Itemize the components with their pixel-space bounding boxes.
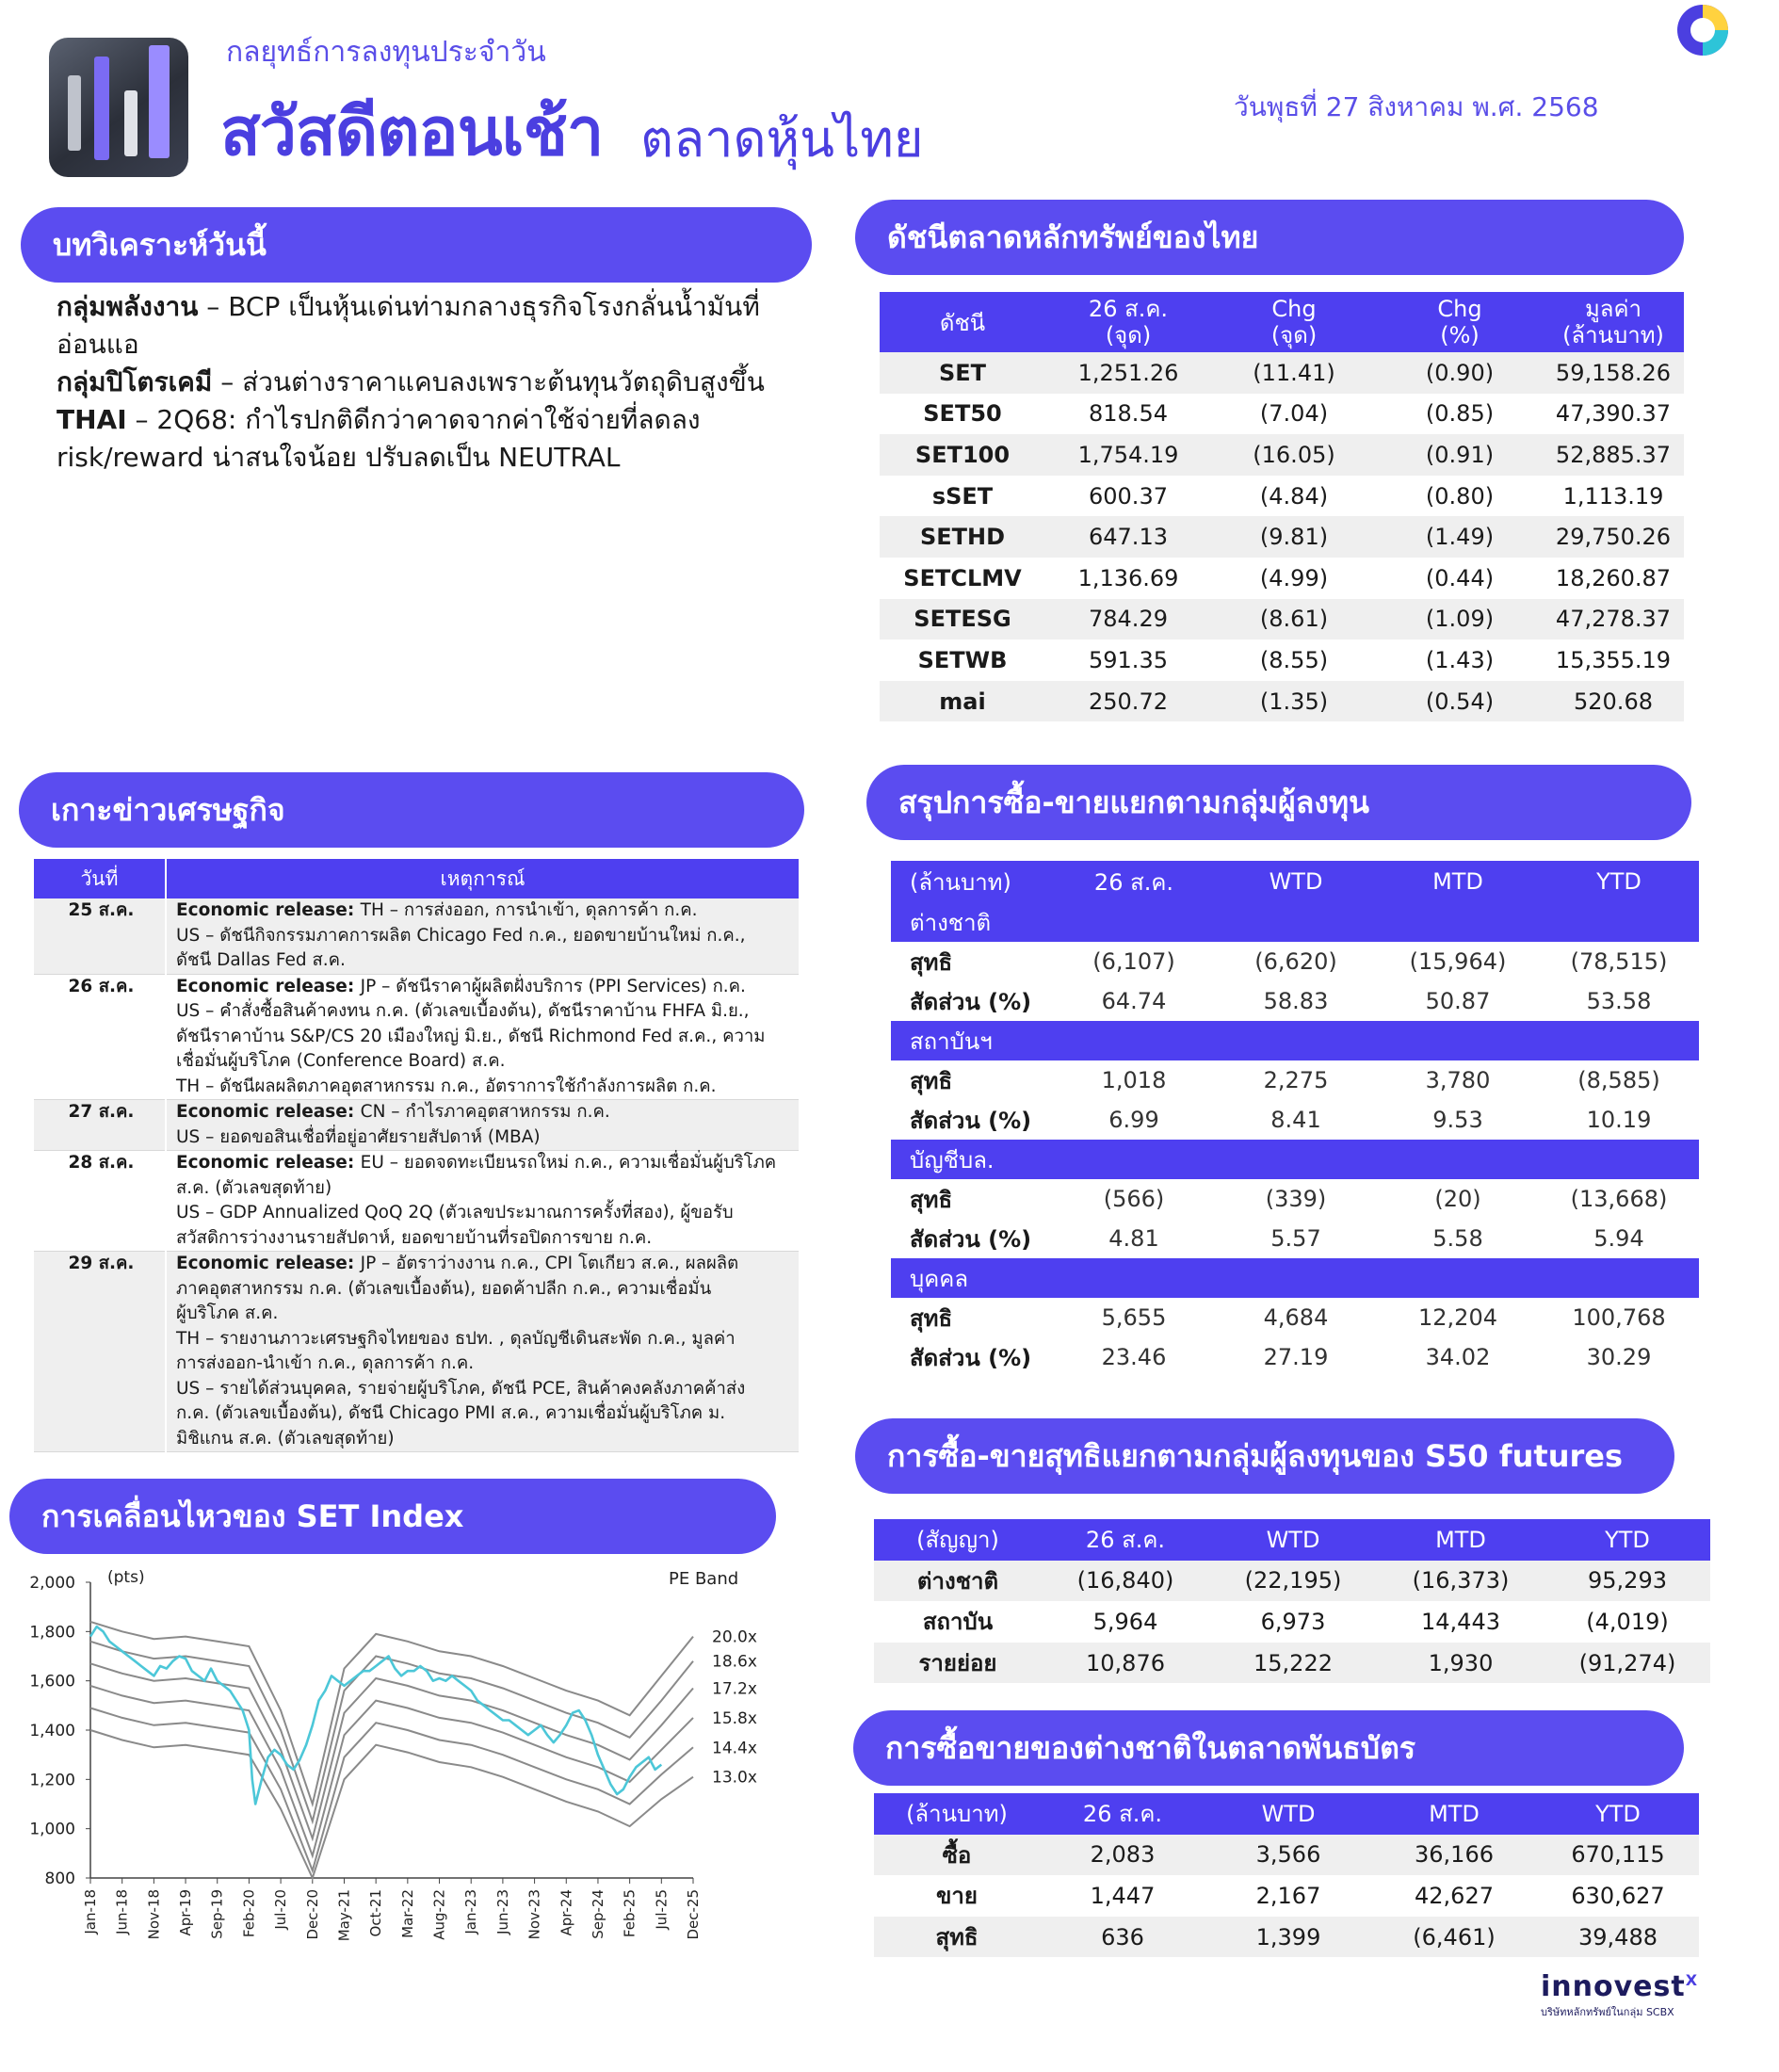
index-col-header: ดัชนี: [880, 292, 1045, 352]
y-unit-label: (pts): [107, 1568, 145, 1587]
econ-event-text: ส.ค. (ตัวเลขสุดท้าย): [176, 1177, 332, 1198]
index-value: (9.81): [1211, 516, 1377, 558]
futures-value: (22,195): [1209, 1561, 1377, 1602]
econ-event-text: EU – ยอดจดทะเบียนรถใหม่ ก.ค., ความเชื่อมั่นผู้บริโภค: [360, 1153, 777, 1173]
bond-value: 1,447: [1090, 1882, 1156, 1909]
econ-event-text: TH – การส่งออก, การนำเข้า, ดุลการค้า ก.ค.: [360, 900, 698, 920]
futures-value: (4,019): [1586, 1608, 1669, 1635]
header-date: วันพุธที่ 27 สิงหาคม พ.ศ. 2568: [1234, 91, 1599, 122]
econ-event-line: [176, 898, 793, 924]
econ-event-text: US – ยอดขอสินเชื่อที่อยู่อาศัยรายสัปดาห์ (MBA): [176, 1126, 541, 1147]
econ-col-event: เหตุการณ์: [166, 859, 799, 898]
x-tick-label: Jul-20: [272, 1889, 290, 1930]
pe-band-line: [90, 1663, 693, 1838]
y-tick-label: 1,000: [29, 1820, 75, 1839]
econ-event-text: JP – อัตราว่างงาน ก.ค., CPI โตเกียว ส.ค., ผลผลิต: [360, 1254, 739, 1273]
y-tick-label: 1,600: [29, 1672, 75, 1692]
investor-net-row: [891, 1060, 1699, 1100]
investor-share-value: 8.41: [1270, 1107, 1321, 1133]
index-name: SETHD: [880, 516, 1045, 558]
index-value: (8.61): [1211, 599, 1377, 640]
index-value: (1.35): [1211, 681, 1377, 722]
y-tick-label: 1,800: [29, 1623, 75, 1643]
investor-net-value: (13,668): [1570, 1186, 1668, 1212]
econ-event-text: US – คำสั่งซื้อสินค้าคงทน ก.ค. (ตัวเลขเบื้องต้น), ดัชนีราคาบ้าน FHFA มิ.ย.,: [176, 1001, 750, 1021]
index-value: 1,754.19: [1045, 434, 1211, 476]
index-name: SET100: [880, 434, 1045, 476]
index-row: [880, 558, 1684, 599]
investor-share-value: 34.02: [1425, 1344, 1491, 1370]
bond-value: 1,399: [1205, 1917, 1371, 1958]
investor-share-value: 30.29: [1586, 1344, 1652, 1370]
investor-share-row: [891, 981, 1699, 1021]
pe-band-line: [90, 1708, 693, 1871]
y-tick-label: 800: [44, 1870, 75, 1888]
index-heading: ดัชนีตลาดหลักทรัพย์ของไทย: [855, 200, 1684, 275]
set-index-chart: [0, 1563, 829, 1959]
futures-value: (16,840): [1042, 1561, 1209, 1602]
econ-event-line: [176, 1252, 793, 1277]
econ-release-label: Economic release:: [176, 1102, 361, 1122]
investor-net-value: 5,655: [1101, 1304, 1167, 1331]
futures-row: [874, 1561, 1710, 1602]
bond-value: (6,461): [1371, 1917, 1537, 1958]
investor-col-header: 26 ส.ค.: [1053, 861, 1215, 902]
econ-event-text: สวัสดิการว่างงานรายสัปดาห์, ยอดขายบ้านที่รอปิดการขาย ก.ค.: [176, 1227, 653, 1248]
x-tick-label: Dec-20: [303, 1889, 321, 1940]
index-value: 1,136.69: [1077, 564, 1179, 591]
econ-release-label: Economic release:: [176, 1153, 361, 1173]
index-value: 29,750.26: [1543, 516, 1684, 558]
econ-event-line: [176, 1075, 793, 1100]
futures-label: ต่างชาติ: [874, 1561, 1042, 1602]
investor-group-band: [891, 902, 1699, 942]
index-value: 59,158.26: [1543, 352, 1684, 394]
investor-net-value: (6,620): [1254, 948, 1337, 975]
econ-event-text: ดัชนีราคาบ้าน S&P/CS 20 เมืองใหญ่ มิ.ย., ดัชนี Richmond Fed ส.ค., ความ: [176, 1026, 766, 1046]
y-tick-label: 1,200: [29, 1771, 75, 1790]
econ-row: [34, 1100, 799, 1151]
econ-table: [34, 859, 799, 1452]
investor-net-value: (566): [1103, 1186, 1165, 1212]
x-tick-label: Jul-25: [653, 1889, 671, 1930]
futures-label: รายย่อย: [874, 1643, 1042, 1684]
econ-event-text: ภาคอุตสาหกรรม ก.ค. (ตัวเลขเบื้องต้น), ยอดค้าปลีก ก.ค., ความเชื่อมั่น: [176, 1278, 712, 1299]
index-value: 15,355.19: [1555, 646, 1672, 673]
futures-value: 14,443: [1421, 1608, 1500, 1635]
index-value: 600.37: [1089, 482, 1168, 510]
index-value: 1,113.19: [1562, 482, 1664, 510]
investor-net-value: (339): [1265, 1186, 1327, 1212]
futures-col-header: (สัญญา): [874, 1519, 1042, 1561]
futures-value: 6,973: [1260, 1608, 1326, 1635]
econ-event-text: TH – ดัชนีผลผลิตภาคอุตสาหกรรม ก.ค., อัตราการใช้กำลังการผลิต ก.ค.: [176, 1076, 717, 1096]
investor-net-value: 3,780: [1425, 1067, 1491, 1093]
pe-band-label: 14.4x: [712, 1739, 757, 1758]
index-name: SET: [880, 352, 1045, 394]
index-value: (4.84): [1259, 482, 1329, 510]
pe-band-label: 15.8x: [712, 1708, 757, 1728]
index-value: (8.55): [1259, 646, 1329, 673]
econ-event-text: US – รายได้ส่วนบุคคล, รายจ่ายผู้บริโภค, ดัชนี PCE, สินค้าคงคลังภาคค้าส่ง: [176, 1378, 746, 1399]
investor-share-value: 5.94: [1593, 1225, 1644, 1252]
index-name: SETWB: [917, 646, 1008, 673]
bond-value: 670,115: [1537, 1835, 1699, 1876]
econ-event-line: [176, 1201, 793, 1226]
econ-release-label: Economic release:: [176, 1254, 361, 1273]
futures-heading: การซื้อ-ขายสุทธิแยกตามกลุ่มผู้ลงทุนของ S50 futures: [855, 1418, 1674, 1494]
econ-release-label: Economic release:: [176, 900, 361, 920]
investor-share-row: [891, 1337, 1699, 1377]
x-tick-label: Feb-20: [240, 1889, 258, 1938]
investor-share-value: 53.58: [1586, 988, 1652, 1014]
index-col-header: Chg (%): [1377, 292, 1543, 352]
investor-col-header: YTD: [1539, 861, 1699, 902]
futures-col-header: WTD: [1209, 1519, 1377, 1561]
econ-row: [34, 898, 799, 974]
investor-net-value: (6,107): [1092, 948, 1175, 975]
y-tick-label: 2,000: [29, 1574, 75, 1593]
econ-event-text: ก.ค. (ตัวเลขเบื้องต้น), ดัชนี Chicago PMI ส.ค., ความเชื่อมั่นผู้บริโภค ม.: [176, 1403, 726, 1423]
econ-event-line: [176, 1176, 793, 1202]
pe-band-label: 18.6x: [712, 1652, 757, 1672]
index-value: (0.80): [1425, 482, 1495, 510]
pe-band-line: [90, 1622, 693, 1805]
x-tick-label: Mar-22: [398, 1889, 416, 1938]
futures-row: [874, 1643, 1710, 1684]
econ-event-line: [176, 1327, 793, 1352]
analysis-item: กลุ่มพลังงาน – BCP เป็นหุ้นเด่นท่ามกลางธุรกิจโรงกลั่นน้ำมันที่อ่อนแอ: [57, 291, 760, 360]
x-tick-label: Sep-19: [208, 1889, 226, 1939]
investor-share-row: [891, 1219, 1699, 1258]
x-tick-label: Nov-23: [526, 1889, 543, 1940]
econ-event-line: [176, 1401, 793, 1427]
index-name: SET50: [923, 400, 1002, 428]
index-value: (1.09): [1377, 599, 1543, 640]
econ-col-date: วันที่: [34, 859, 166, 898]
econ-event-line: [176, 1302, 793, 1327]
econ-date: 29 ส.ค.: [34, 1252, 166, 1452]
investor-share-label: สัดส่วน (%): [910, 1225, 1032, 1253]
bond-col-header: 26 ส.ค.: [1040, 1793, 1205, 1835]
header-illustration: [49, 38, 188, 177]
econ-event-text: การส่งออก-นำเข้า ก.ค., ดุลการค้า ก.ค.: [176, 1353, 475, 1373]
x-tick-label: Feb-25: [621, 1889, 639, 1938]
investor-share-value: 9.53: [1432, 1107, 1483, 1133]
footer-logo: innovest$^X$: [1541, 1970, 1699, 2003]
pe-band-line: [90, 1642, 693, 1821]
futures-value: (16,373): [1377, 1561, 1544, 1602]
index-value: 818.54: [1089, 400, 1168, 428]
econ-events: [166, 1252, 799, 1452]
investor-net-label: สุทธิ: [910, 1304, 953, 1332]
econ-event-line: [176, 1151, 793, 1176]
investor-col-header: (ล้านบาท): [891, 861, 1053, 902]
econ-date: 27 ส.ค.: [34, 1100, 166, 1151]
index-value: 591.35: [1089, 646, 1168, 673]
index-value: (1.49): [1377, 516, 1543, 558]
brand-logo-icon: [1674, 2, 1731, 58]
index-value: 250.72: [1045, 681, 1211, 722]
bond-row: [874, 1835, 1699, 1876]
econ-event-line: [176, 948, 793, 974]
index-row: [880, 599, 1684, 640]
pe-band-label: 17.2x: [712, 1679, 757, 1699]
analysis-item: กลุ่มปิโตรเคมี – ส่วนต่างราคาแคบลงเพราะต้นทุนวัตถุดิบสูงขึ้น: [57, 366, 765, 397]
econ-event-text: CN – กำไรภาคอุตสาหกรรม ก.ค.: [360, 1102, 610, 1122]
index-col-header: Chg (จุด): [1211, 292, 1377, 352]
investor-share-value: 5.58: [1432, 1225, 1483, 1252]
bond-label: สุทธิ: [874, 1917, 1040, 1958]
investor-group-name: สถาบันฯ: [891, 1021, 1699, 1060]
econ-events: [166, 974, 799, 1100]
index-col-header: 26 ส.ค. (จุด): [1045, 292, 1211, 352]
econ-event-line: [176, 1277, 793, 1303]
investor-share-label: สัดส่วน (%): [910, 988, 1032, 1015]
investor-share-value: 4.81: [1108, 1225, 1159, 1252]
header-subtitle: กลยุทธ์การลงทุนประจำวัน: [226, 36, 546, 69]
investor-group-name: บุคคล: [891, 1258, 1699, 1298]
bond-value: 39,488: [1537, 1917, 1699, 1958]
investor-net-row: [891, 1179, 1699, 1219]
econ-date: 25 ส.ค.: [34, 898, 166, 974]
bond-value: 36,166: [1371, 1835, 1537, 1876]
bond-value: 630,627: [1571, 1882, 1665, 1909]
econ-event-line: [176, 1025, 793, 1050]
investor-net-value: (15,964): [1409, 948, 1507, 975]
investor-share-value: 64.74: [1101, 988, 1167, 1014]
econ-event-text: ดัชนี Dallas Fed ส.ค.: [176, 950, 346, 970]
chart-heading: การเคลื่อนไหวของ SET Index: [9, 1479, 776, 1554]
investor-net-row: [891, 942, 1699, 981]
investor-group-band: [891, 1258, 1699, 1298]
econ-events: [166, 1151, 799, 1252]
futures-value: 15,222: [1209, 1643, 1377, 1684]
index-value: (1.43): [1425, 646, 1495, 673]
investor-net-value: 4,684: [1263, 1304, 1329, 1331]
pe-band-label: 20.0x: [712, 1627, 757, 1647]
investor-table: [891, 861, 1699, 1377]
index-row: [880, 352, 1684, 394]
index-value: (0.44): [1425, 564, 1495, 591]
investor-share-value: 27.19: [1263, 1344, 1329, 1370]
econ-row: [34, 974, 799, 1100]
investor-net-label: สุทธิ: [910, 1067, 953, 1094]
header-title: สวัสดีตอนเช้า: [220, 93, 604, 170]
investor-group-name: ต่างชาติ: [891, 902, 1699, 942]
x-tick-label: Sep-24: [589, 1889, 606, 1939]
futures-col-header: 26 ส.ค.: [1042, 1519, 1209, 1561]
index-value: 784.29: [1045, 599, 1211, 640]
futures-value: 1,930: [1377, 1643, 1544, 1684]
investor-net-value: 12,204: [1418, 1304, 1497, 1331]
econ-event-line: [176, 1049, 793, 1075]
econ-event-line: [176, 1226, 793, 1252]
x-tick-label: May-21: [335, 1889, 353, 1942]
investor-net-value: (20): [1434, 1186, 1481, 1212]
x-tick-label: Apr-24: [558, 1889, 575, 1936]
investor-net-row: [891, 1298, 1699, 1337]
index-value: (0.54): [1377, 681, 1543, 722]
econ-event-line: [176, 924, 793, 949]
econ-event-line: [176, 1352, 793, 1377]
pe-band-line: [90, 1686, 693, 1856]
pe-band-line: [90, 1730, 693, 1878]
x-tick-label: Nov-18: [145, 1889, 163, 1940]
x-tick-label: Jun-18: [113, 1889, 131, 1934]
econ-event-text: US – GDP Annualized QoQ 2Q (ตัวเลขประมาณการครั้งที่สอง), ผู้ขอรับ: [176, 1203, 734, 1222]
econ-event-text: TH – รายงานภาวะเศรษฐกิจไทยของ ธปท. , ดุลบัญชีเดินสะพัด ก.ค., มูลค่า: [176, 1328, 736, 1349]
econ-date: 28 ส.ค.: [34, 1151, 166, 1252]
index-value: (0.85): [1425, 400, 1495, 428]
bond-value: 2,083: [1040, 1835, 1205, 1876]
econ-row: [34, 1252, 799, 1452]
index-value: 520.68: [1543, 681, 1684, 722]
index-value: 52,885.37: [1543, 434, 1684, 476]
investor-share-value: 58.83: [1263, 988, 1329, 1014]
bond-value: 2,167: [1255, 1882, 1321, 1909]
investor-net-value: 2,275: [1263, 1067, 1329, 1093]
x-tick-label: Jun-23: [493, 1889, 511, 1934]
pe-band-title: PE Band: [669, 1569, 739, 1589]
index-value: 18,260.87: [1555, 564, 1672, 591]
y-tick-label: 1,400: [29, 1722, 75, 1740]
econ-row: [34, 1151, 799, 1252]
footer-subtitle: บริษัทหลักทรัพย์ในกลุ่ม SCBX: [1541, 2006, 1674, 2018]
bond-value: 3,566: [1205, 1835, 1371, 1876]
econ-event-text: JP – ดัชนีราคาผู้ผลิตฝั่งบริการ (PPI Services) ก.ค.: [360, 976, 746, 996]
index-name: SETESG: [880, 599, 1045, 640]
bond-row: [874, 1875, 1699, 1917]
investor-group-name: บัญชีบล.: [891, 1140, 1699, 1179]
index-col-header: มูลค่า (ล้านบาท): [1543, 292, 1684, 352]
investor-net-value: 1,018: [1101, 1067, 1167, 1093]
investor-share-label: สัดส่วน (%): [910, 1344, 1032, 1371]
pe-band-label: 13.0x: [712, 1768, 757, 1788]
econ-event-text: เชื่อมั่นผู้บริโภค (Conference Board) ส.ค.: [176, 1051, 506, 1071]
futures-col-header: MTD: [1377, 1519, 1544, 1561]
index-value: (0.91): [1377, 434, 1543, 476]
econ-event-line: [176, 1125, 793, 1151]
econ-release-label: Economic release:: [176, 976, 361, 996]
investor-share-value: 5.57: [1270, 1225, 1321, 1252]
index-row: [880, 476, 1684, 517]
x-tick-label: Apr-19: [177, 1889, 195, 1936]
futures-value: 5,964: [1092, 1608, 1158, 1635]
index-value: (11.41): [1211, 352, 1377, 394]
bond-col-header: MTD: [1371, 1793, 1537, 1835]
futures-col-header: YTD: [1544, 1519, 1710, 1561]
investor-heading: สรุปการซื้อ-ขายแยกตามกลุ่มผู้ลงทุน: [866, 765, 1691, 840]
index-value: 47,278.37: [1543, 599, 1684, 640]
bond-value: 636: [1040, 1917, 1205, 1958]
x-tick-label: Aug-22: [430, 1889, 448, 1940]
bond-heading: การซื้อขายของต่างชาติในตลาดพันธบัตร: [853, 1710, 1684, 1786]
bond-col-header: (ล้านบาท): [874, 1793, 1040, 1835]
bond-col-header: WTD: [1205, 1793, 1371, 1835]
investor-share-value: 6.99: [1108, 1107, 1159, 1133]
x-tick-label: Jan-18: [82, 1889, 99, 1934]
econ-event-line: [176, 1427, 793, 1452]
bond-col-header: YTD: [1537, 1793, 1699, 1835]
bond-value: 42,627: [1415, 1882, 1494, 1909]
header-title-tail: ตลาดหุ้นไทย: [640, 109, 924, 169]
econ-event-line: [176, 1100, 793, 1125]
bond-label: ขาย: [936, 1883, 978, 1910]
index-row: [880, 516, 1684, 558]
x-tick-label: Jan-23: [462, 1889, 480, 1934]
econ-events: [166, 898, 799, 974]
investor-share-value: 10.19: [1586, 1107, 1652, 1133]
futures-label: สถาบัน: [922, 1609, 994, 1636]
investor-share-value: 50.87: [1425, 988, 1491, 1014]
index-value: 47,390.37: [1555, 400, 1672, 428]
bond-row: [874, 1917, 1699, 1958]
index-value: (0.90): [1377, 352, 1543, 394]
index-row: [880, 681, 1684, 722]
futures-value: 95,293: [1544, 1561, 1710, 1602]
index-value: 647.13: [1045, 516, 1211, 558]
index-name: mai: [880, 681, 1045, 722]
investor-net-label: สุทธิ: [910, 1186, 953, 1213]
index-value: (7.04): [1259, 400, 1329, 428]
econ-event-line: [176, 999, 793, 1025]
analysis-body: [57, 288, 801, 477]
investor-share-row: [891, 1100, 1699, 1140]
footer-brand: [1541, 1970, 1698, 2020]
econ-event-text: US – ดัชนีกิจกรรมภาคการผลิต Chicago Fed ก.ค., ยอดขายบ้านใหม่ ก.ค.,: [176, 925, 746, 946]
x-tick-label: Dec-25: [685, 1889, 702, 1940]
index-table: [880, 292, 1684, 721]
investor-col-header: MTD: [1377, 861, 1539, 902]
econ-event-line: [176, 975, 793, 1000]
investor-net-value: 100,768: [1572, 1304, 1666, 1331]
investor-net-label: สุทธิ: [910, 948, 953, 976]
bond-label: ซื้อ: [874, 1835, 1040, 1876]
analysis-heading: บทวิเคราะห์วันนี้: [21, 207, 812, 283]
x-tick-label: Oct-21: [367, 1889, 385, 1937]
futures-table: [874, 1519, 1710, 1683]
investor-net-value: (8,585): [1577, 1067, 1660, 1093]
index-value: 1,251.26: [1045, 352, 1211, 394]
futures-value: 10,876: [1042, 1643, 1209, 1684]
index-row: [880, 434, 1684, 476]
econ-date: 26 ส.ค.: [34, 974, 166, 1100]
index-value: (4.99): [1259, 564, 1329, 591]
index-value: (16.05): [1211, 434, 1377, 476]
investor-share-label: สัดส่วน (%): [910, 1107, 1032, 1134]
index-name: SETCLMV: [903, 564, 1022, 591]
index-row: [880, 394, 1684, 435]
futures-row: [874, 1601, 1710, 1643]
econ-heading: เกาะข่าวเศรษฐกิจ: [19, 772, 804, 848]
econ-events: [166, 1100, 799, 1151]
index-name: sSET: [931, 482, 994, 510]
econ-event-text: ผู้บริโภค ส.ค.: [176, 1303, 279, 1323]
investor-group-band: [891, 1021, 1699, 1060]
bond-table: [874, 1793, 1699, 1957]
econ-event-line: [176, 1377, 793, 1402]
econ-event-text: มิชิแกน ส.ค. (ตัวเลขสุดท้าย): [176, 1428, 395, 1449]
investor-share-value: 23.46: [1101, 1344, 1167, 1370]
investor-net-value: (78,515): [1570, 948, 1668, 975]
index-row: [880, 639, 1684, 681]
investor-col-header: WTD: [1215, 861, 1377, 902]
analysis-item: THAI – 2Q68: กำไรปกติดีกว่าคาดจากค่าใช้จ่ายที่ลดลง risk/reward น่าสนใจน้อย ปรับลดเป็น NEUTRAL: [57, 404, 701, 473]
investor-group-band: [891, 1140, 1699, 1179]
futures-value: (91,274): [1544, 1643, 1710, 1684]
